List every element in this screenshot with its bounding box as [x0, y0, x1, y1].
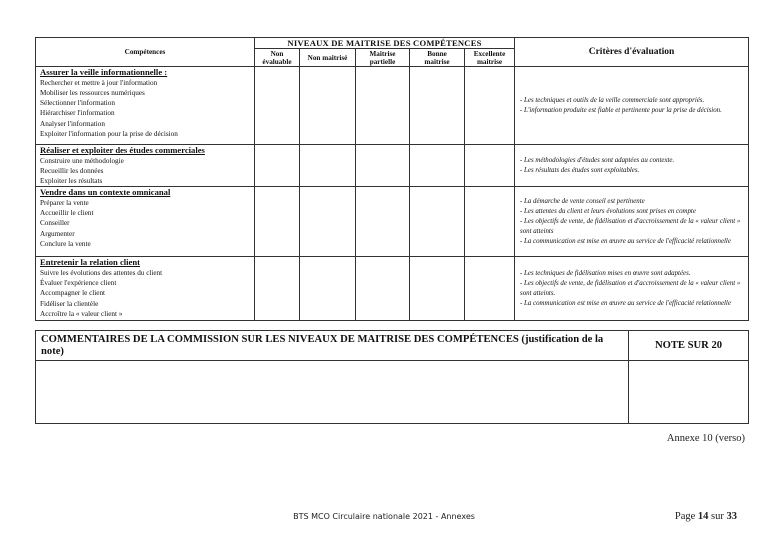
level-checkbox-cell[interactable]: [356, 67, 410, 145]
header-level-text: évaluable: [262, 57, 292, 66]
level-checkbox-cell[interactable]: [465, 67, 515, 145]
header-level-1: [300, 49, 356, 67]
competence-item: Accueillir le client: [40, 209, 94, 218]
criteria-line: - Les résultats des études sont exploitables.: [520, 166, 640, 174]
level-checkbox-cell[interactable]: [410, 145, 465, 187]
criteria-cell: [515, 67, 749, 145]
level-checkbox-cell[interactable]: [465, 187, 515, 257]
competence-item: Argumenter: [40, 229, 75, 238]
competence-title: Réaliser et exploiter des études commerciales: [40, 145, 205, 155]
competence-item: Conclure la vente: [40, 240, 91, 249]
header-criteres-evaluation: Critères d'évaluation: [515, 38, 749, 67]
criteria-line: - La communication est mise en œuvre au service de l'efficacité relationnelle: [520, 237, 731, 245]
criteria-cell: [515, 187, 749, 257]
criteria-line: - La démarche de vente conseil est pertinente: [520, 198, 645, 206]
level-checkbox-cell[interactable]: [255, 257, 300, 321]
criteria-line: - Les techniques de fidélisation mises en œuvre sont adaptées.: [520, 270, 691, 278]
level-checkbox-cell[interactable]: [465, 145, 515, 187]
competence-row: [36, 257, 749, 321]
header-level-text: Maitrise: [369, 49, 396, 58]
header-level-4: [465, 49, 515, 67]
competence-item: Hiérarchiser l'information: [40, 109, 115, 118]
header-level-text: Non: [270, 49, 284, 58]
level-checkbox-cell[interactable]: [356, 257, 410, 321]
competence-row: [36, 67, 749, 145]
level-checkbox-cell[interactable]: [300, 67, 356, 145]
header-level-text: Non maitrisé: [307, 53, 348, 62]
commission-comments-table: [35, 330, 749, 424]
competence-item: Préparer la vente: [40, 198, 89, 207]
header-competences: Compétences: [36, 38, 255, 67]
header-level-2: [356, 49, 410, 67]
level-checkbox-cell[interactable]: [410, 67, 465, 145]
level-checkbox-cell[interactable]: [255, 145, 300, 187]
header-level-text: maitrise: [476, 57, 503, 66]
criteria-line: - La communication est mise en œuvre au service de l'efficacité relationnelle: [520, 299, 731, 307]
level-checkbox-cell[interactable]: [465, 257, 515, 321]
level-checkbox-cell[interactable]: [255, 187, 300, 257]
competence-row: [36, 145, 749, 187]
competence-title: Vendre dans un contexte omnicanal: [40, 187, 171, 198]
competence-row: [36, 187, 749, 257]
commission-comments-heading: COMMENTAIRES DE LA COMMISSION SUR LES NIVEAUX DE MAITRISE DES COMPÉTENCES (justification de la note): [36, 331, 629, 361]
competence-item: Construire une méthodologie: [40, 156, 124, 165]
criteria-line: - Les méthodologies d'études sont adaptées au contexte.: [520, 156, 675, 164]
level-checkbox-cell[interactable]: [410, 187, 465, 257]
criteria-cell: [515, 145, 749, 187]
competence-item: Évaluer l'expérience client: [40, 279, 117, 288]
level-checkbox-cell[interactable]: [356, 145, 410, 187]
level-checkbox-cell[interactable]: [255, 67, 300, 145]
commission-comments-field[interactable]: [36, 361, 629, 424]
annexe-label: Annexe 10 (verso): [666, 433, 745, 444]
competence-item: Mobiliser les ressources numériques: [40, 88, 145, 97]
header-level-3: [410, 49, 465, 67]
level-checkbox-cell[interactable]: [300, 187, 356, 257]
competence-item: Suivre les évolutions des attentes du client: [40, 268, 163, 277]
header-level-text: partielle: [369, 57, 396, 66]
criteria-line: - Les objectifs de vente, de fidélisation et d'accroissement de la « valeur client » sont atteints: [520, 217, 741, 235]
footer-document-title: BTS MCO Circulaire nationale 2021 - Annexes: [293, 512, 475, 521]
competence-item: Sélectionner l'information: [40, 99, 115, 108]
page-number: Page 14 sur 33: [674, 511, 737, 522]
competence-item: Fidéliser la clientèle: [40, 299, 99, 308]
criteria-line: - Les objectifs de vente, de fidélisation et d'accroissement de la « valeur client » sont atteints.: [520, 280, 741, 297]
competence-item: Recueillir les données: [40, 166, 104, 175]
level-checkbox-cell[interactable]: [356, 187, 410, 257]
header-level-0: [255, 49, 300, 67]
criteria-line: - L'information produite est fiable et pertinente pour la prise de décision.: [520, 106, 722, 114]
note-field[interactable]: [629, 361, 749, 424]
level-checkbox-cell[interactable]: [300, 257, 356, 321]
criteria-line: - Les techniques et outils de la veille commerciale sont appropriés.: [520, 96, 705, 104]
header-niveaux-maitrise: NIVEAUX DE MAITRISE DES COMPÉTENCES: [255, 38, 515, 49]
level-checkbox-cell[interactable]: [410, 257, 465, 321]
competence-cell: [36, 187, 255, 257]
competence-item: Exploiter les résultats: [40, 177, 103, 186]
competence-title: Entretenir la relation client: [40, 257, 141, 268]
competence-item: Analyser l'information: [40, 119, 105, 128]
competence-item: Conseiller: [40, 219, 70, 228]
competence-cell: [36, 67, 255, 145]
note-sur-20-heading: NOTE SUR 20: [629, 331, 749, 361]
header-level-text: Bonne: [427, 49, 447, 58]
criteria-line: - Les attentes du client et leurs évolutions sont prises en compte: [520, 208, 696, 216]
level-checkbox-cell[interactable]: [300, 145, 356, 187]
competence-item: Rechercher et mettre à jour l'information: [40, 78, 158, 87]
competence-cell: [36, 257, 255, 321]
header-level-text: maitrise: [424, 57, 450, 66]
competence-item: Accroître la « valeur client »: [40, 310, 123, 319]
competence-cell: [36, 145, 255, 187]
competence-item: Exploiter l'information pour la prise de décision: [40, 129, 178, 138]
competence-item: Accompagner le client: [40, 289, 106, 298]
header-level-text: Excellente: [473, 49, 506, 58]
competence-title: Assurer la veille informationnelle :: [40, 67, 168, 77]
skills-evaluation-table: [35, 37, 749, 321]
criteria-cell: [515, 257, 749, 321]
